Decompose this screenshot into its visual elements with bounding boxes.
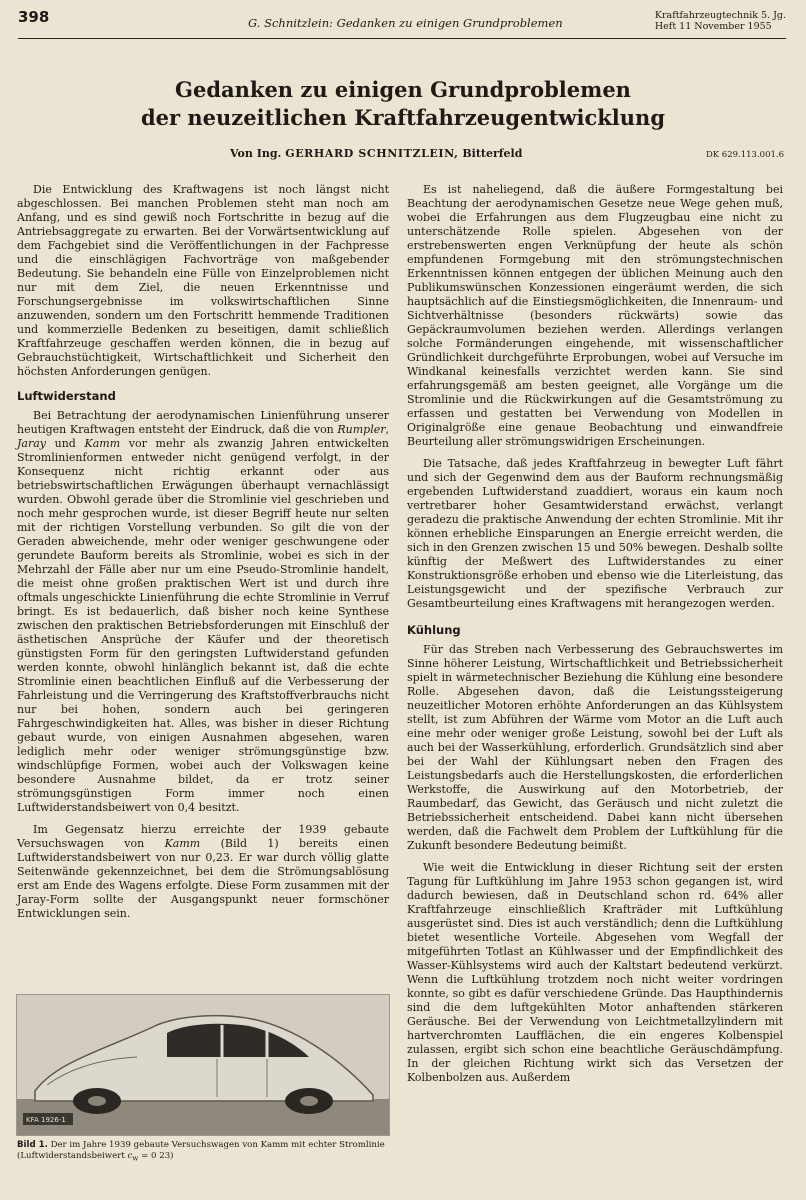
right-column bbox=[407, 183, 783, 1085]
cw-symbol: c bbox=[127, 1151, 133, 1161]
caption-label: Bild 1. bbox=[17, 1140, 48, 1150]
title-line-1: Gedanken zu einigen Grundproblemen bbox=[175, 77, 631, 102]
title-line-2: der neuzeitlichen Kraftfahrzeugentwicklung bbox=[140, 105, 665, 130]
intro-paragraph: Die Entwicklung des Kraftwagens ist noch längst nicht abgeschlossen. Bei manchen Problemen steht man noch am Anfang, und es sind gewiß noch Fortschritte in bezug auf die Antriebsaggregate zu erwarten. Bei der Vorwärtsentwicklung auf dem Fachgebiet sind die Veröffentlichungen in der Fachpresse und die einschlägigen Fachvorträge von maßgebender Bedeutung. Sie behandeln eine Fülle von Einzelproblemen nicht nur mit dem Ziel, die neuen Erkenntnisse und Forschungsergebnisse im volkswirtschaftlichen Sinne anzuwenden, sondern um den Fortschritt hemmende Traditionen und kommerzielle Bedenken zu beseitigen, damit schließlich Kraftfahrzeuge geschaffen werden können, die in bezug auf Gebrauchstüchtigkeit, Wirtschaftlichkeit und Sicherheit den höchsten Anforderungen genügen. bbox=[17, 183, 389, 378]
journal-line-2: Heft 11 November 1955 bbox=[654, 21, 772, 32]
author-place: Bitterfeld bbox=[462, 147, 523, 160]
name-kamm: Kamm bbox=[164, 837, 201, 850]
journal-line-1: Kraftfahrzeugtechnik 5. Jg. bbox=[654, 10, 786, 21]
figure-1-caption bbox=[17, 1140, 389, 1165]
name-rumpler: Rumpler bbox=[337, 423, 386, 436]
text-run: und bbox=[46, 437, 85, 450]
journal-info bbox=[655, 10, 786, 32]
text-run: vor mehr als zwanzig Jahren entwickelten Stromlinienformen entweder nicht genügend verfolgt, in der Konsequenz nicht richtig erkannt oder aus betriebswirtschaftlichen Erwägungen überhaupt vernachlässigt wurden. Obwohl gerade über die Stromlinie viel geschrieben und noch mehr gesprochen wurde, ist dieser Begriff heute nur selten mit der richtigen Vorstellung verbunden. So gilt die von der Geraden abweichende, mehr oder weniger geschwungene oder gerundete Bauform bereits als Stromlinie, wobei es sich in der Mehrzahl der Fälle aber nur um eine Pseudo-Stromlinie handelt, die meist ohne großen praktischen Wert ist und durch ihre oftmals ungeschickte Linienführung die echte Stromlinie in Verruf bringt. Es ist bedauerlich, daß bisher noch keine Synthese zwischen den praktischen Betriebsforderungen mit Einschluß der ästhetischen Ansprüche der Käufer und der theoretisch günstigsten Form für den geringsten Luftwiderstand gefunden werden konnte, obwohl hinlänglich bekannt ist, daß die echte Stromlinie einen beachtlichen Einfluß auf die Verbesserung der Fahrleistung und die Verringerung des Kraftstoffverbrauchs nicht nur bei hohen, sondern auch bei geringeren Fahrgeschwindigkeiten hat. Alles, was bisher in dieser Richtung gebaut wurde, von einigen Ausnahmen abgesehen, waren lediglich mehr oder weniger strömungsgünstige bzw. windschlüpfige Formen, wobei auch der Volkswagen keine besondere Ausnahme bildet, da er trotz seiner strömungsgünstigen Form immer noch einen Luftwiderstandsbeiwert von 0,4 besitzt. bbox=[17, 437, 389, 814]
name-kamm: Kamm bbox=[84, 437, 121, 450]
text-run: , bbox=[385, 423, 389, 436]
right-paragraph-2: Die Tatsache, daß jedes Kraftfahrzeug in bewegter Luft fährt und sich der Gegenwind dem aus der Bauform rechnungsmäßig ergebenden Luftwiderstand zuaddiert, woraus ein kaum noch vertretbarer hoher Gesamtwiderstand erwächst, verlangt geradezu die praktische Anwendung der echten Stromlinie. Mit ihr können erhebliche Einsparungen an Energie erreicht werden, die sich in den Grenzen zwischen 15 und 50% bewegen. Deshalb sollte künftig der Meßwert des Luftwiderstandes zu einer Konstruktionsgröße erhoben und ebenso wie die Literleistung, das Leistungsgewicht und der spezifische Verbrauch zur Gesamtbeurteilung eines Kraftwagens mit herangezogen werden. bbox=[407, 457, 783, 610]
caption-text: Der im Jahre 1939 gebaute Versuchswagen von Kamm mit echter Stromlinie (Luftwiderstandsbeiwert bbox=[17, 1140, 385, 1161]
streamline-car-illustration bbox=[17, 995, 389, 1135]
article-title bbox=[0, 76, 806, 132]
page-header bbox=[18, 8, 786, 39]
text-run: Bei Betrachtung der aerodynamischen Linienführung unserer heutigen Kraftwagen entsteht der Eindruck, daß die von bbox=[17, 409, 389, 436]
section-heading-kuehlung: Kühlung bbox=[407, 623, 461, 637]
kuehlung-paragraph-2: Wie weit die Entwicklung in dieser Richtung seit der ersten Tagung für Luftkühlung im Jahre 1953 schon gegangen ist, wird dadurch bewiesen, daß in Deutschland schon rd. 64% aller Kraftfahrzeuge einschließlich Krafträder mit Luftkühlung ausgerüstet sind. Dies ist auch verständlich; denn die Luftkühlung bietet wesentliche Vorteile. Abgesehen vom Wegfall der mitgeführten Totlast an Kühlwasser und der Empfindlichkeit des Wasser-Kühlsystems wird auch der Kaltstart bedeutend verkürzt. Wenn die Luftkühlung trotzdem noch nicht weiter vordringen konnte, so gibt es dafür verschiedene Gründe. Das Haupthindernis sind die dem luftgekühlten Motor anhaftenden stärkeren Geräusche. Bei der Verwendung von Leichtmetallzylindern mit hartverchromten Laufflächen, die ein engeres Kolbenspiel zulassen, ergibt sich schon eine beachtliche Geräuschdämpfung. In der gleichen Richtung wirkt sich das Versetzen der Kolbenbolzen aus. Außerdem bbox=[407, 861, 783, 1084]
cw-subscript: w bbox=[132, 1154, 139, 1163]
luftwiderstand-paragraph-2 bbox=[17, 823, 389, 921]
text-run: Im Gegensatz hierzu erreichte der 1939 gebaute Versuchswagen von bbox=[17, 823, 389, 850]
name-jaray: Jaray bbox=[17, 437, 46, 450]
photo-code: KFA 1926-1 bbox=[26, 1116, 66, 1124]
text-run: (Bild 1) bereits einen Luftwiderstandsbeiwert von nur 0,23. Er war durch völlig glatte Seitenwände gekennzeichnet, bei dem die Strömungsablösung erst am Ende des Wagens erfolgte. Diese Form zusammen mit der Jaray-Form sollte der Ausgangspunkt neuer formschöner Entwicklungen sein. bbox=[17, 837, 389, 920]
caption-tail: = 0 23) bbox=[141, 1151, 174, 1161]
left-column bbox=[17, 183, 389, 921]
right-paragraph-1: Es ist naheliegend, daß die äußere Formgestaltung bei Beachtung der aerodynamischen Gesetze neue Wege gehen muß, wobei die Erfahrungen aus dem Flugzeugbau eine nicht zu unterschätzende Rolle spielen. Abgesehen von der erstrebenswerten engen Verknüpfung der heute als schön empfundenen Formgebung mit den strömungstechnischen Erkenntnissen können entgegen der üblichen Meinung auch den Publikumswünschen Konzessionen eingeräumt werden, die sich hauptsächlich auf die Einstiegsmöglichkeiten, die Innenraum- und Sichtverhältnisse (besonders rückwärts) sowie das Gepäckraumvolumen beziehen werden. Allerdings verlangen solche Formänderungen eingehende, mit wissenschaftlicher Gründlichkeit durchgeführte Erprobungen, wobei auf Versuche im Windkanal keinesfalls verzichtet werden kann. Sie sind erfahrungsgemäß am besten geeignet, alle Vorgänge um die Stromlinie und die Rückwirkungen auf die Gesamtströmung zu erfassen und gestatten bei Verwendung von Modellen in Originalgröße eine genaue Beobachtung und einwandfreie Beurteilung aller strömungswidrigen Erscheinungen. bbox=[407, 183, 783, 448]
byline bbox=[230, 147, 522, 160]
byline-prefix: Von Ing. bbox=[230, 147, 282, 160]
figure-1-photo bbox=[16, 994, 390, 1136]
luftwiderstand-paragraph-1 bbox=[17, 409, 389, 815]
author-name: GERHARD SCHNITZLEIN, bbox=[285, 147, 459, 160]
page-number: 398 bbox=[18, 8, 50, 26]
dk-classification: DK 629.113.001.6 bbox=[705, 150, 784, 160]
section-heading-luftwiderstand: Luftwiderstand bbox=[17, 389, 116, 403]
kuehlung-paragraph-1: Für das Streben nach Verbesserung des Gebrauchswertes im Sinne höherer Leistung, Wirtschaftlichkeit und Betriebssicherheit spielt in wärmetechnischer Beziehung die Kühlung eine besondere Rolle. Abgesehen davon, daß die Leistungssteigerung neuzeitlicher Motoren erhöhte Anforderungen an das Kühlsystem stellt, ist zum Abführen der Wärme vom Motor an die Luft auch eine mehr oder weniger große Leistung, sowohl bei der Luft als auch bei der Wasserkühlung, erforderlich. Grundsätzlich sind aber bei der Wahl der Kühlungsart neben den Fragen des Leistungsbedarfs auch die Herstellungskosten, die erforderlichen Werkstoffe, die Auswirkung auf den Motorbetrieb, der Raumbedarf, das Gewicht, das Geräusch und nicht zuletzt die Betriebssicherheit entscheidend. Dabei kann nicht übersehen werden, daß die Fachwelt dem Problem der Luftkühlung für die Zukunft besondere Bedeutung beimißt. bbox=[407, 643, 783, 852]
running-title: G. Schnitzlein: Gedanken zu einigen Grundproblemen bbox=[248, 16, 563, 30]
